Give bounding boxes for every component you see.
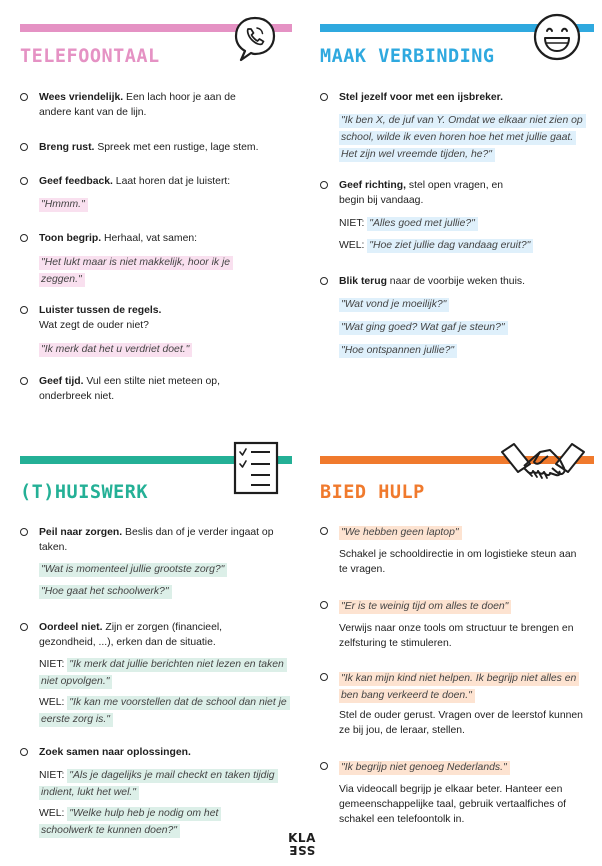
quote: "Ik ben X, de juf van Y. Omdat we elkaar niet zien op school, wilde ik even horen hoe het met jullie gaat. Het zijn wel vreemde tijden, he?" [339,114,586,162]
phone-chat-icon [232,14,278,69]
quote: "Hmmm." [39,198,88,212]
bullet-circle [20,377,28,385]
wel-label: WEL: [339,240,368,251]
niet-label: NIET: [39,659,68,670]
wel-label: WEL: [39,697,68,708]
item-text: Laat horen dat je luistert: [112,176,231,187]
item-heading: Toon begrip. [39,233,102,244]
item-heading: Luister tussen de regels. [39,305,162,316]
niet-label: NIET: [39,770,68,781]
section-title: MAAK VERBINDING [320,46,495,67]
item-heading: Peil naar zorgen. [39,527,123,538]
quote: "Hoe ziet jullie dag vandaag eruit?" [367,239,533,253]
item-text: Beslis dan of je verder ingaat op taken. [39,527,274,554]
item-text: Een lach hoor je aan de andere kant van de lijn. [39,92,236,119]
bullet-circle [20,306,28,314]
quote: "Hoe ontspannen jullie?" [339,344,457,358]
quote: "Welke hulp heb je nodig om het schoolwerk te kunnen doen?" [39,807,221,838]
quote: "Alles goed met jullie?" [367,217,478,231]
section-telefoontaal [0,0,300,430]
bullet-circle [20,528,28,536]
item-text: stel open vragen, en begin bij vandaag. [339,180,504,207]
bullet-circle [320,673,328,681]
bullet-circle [20,748,28,756]
quote: "Er is te weinig tijd om alles te doen" [339,600,511,614]
bullet-circle [20,177,28,185]
item-heading: Blik terug [339,276,387,287]
item-text: Via videocall begrijp je elkaar beter. Hanteer een gemeenschappelijke taal, gebruik vertaalfiches of schakel een telefoontolk in. [339,784,566,826]
item-heading: Stel jezelf voor met een ijsbreker. [339,92,504,103]
item-heading: Geef richting, [339,180,406,191]
bullet-circle [20,623,28,631]
item-text: Spreek met een rustige, lage stem. [94,142,259,153]
logo-top: KLA [288,831,316,845]
klasse-logo [286,832,318,856]
handshake-icon [500,438,586,501]
item-heading: Geef tijd. [39,376,84,387]
quote: "Ik merk dat jullie berichten niet lezen en taken niet opvolgen." [39,658,287,689]
bullet-circle [320,181,328,189]
item-heading: Geef feedback. [39,176,113,187]
section-thuiswerk [0,430,300,866]
section-title: (T)HUISWERK [20,482,149,503]
item-text: Verwijs naar onze tools om structuur te brengen en zelfsturing te stimuleren. [339,623,574,650]
bullet-circle [20,234,28,242]
section-title: TELEFOONTAAL [20,46,160,67]
bullet-circle [320,93,328,101]
item-text: Herhaal, vat samen: [101,233,198,244]
quote: "Wat vond je moeilijk?" [339,298,449,312]
logo-bottom: SSE [288,843,316,857]
bullet-circle [320,762,328,770]
smiley-icon [532,12,582,67]
quote: "Als je dagelijks je mail checkt en taken tijdig indient, lukt het wel." [39,769,278,800]
item-heading: Zoek samen naar oplossingen. [39,747,191,758]
item-heading: Wees vriendelijk. [39,92,124,103]
item-text: naar de voorbije weken thuis. [386,276,525,287]
item-text: Stel de ouder gerust. Vragen over de leerstof kunnen ze bij jou, de leraar, stellen. [339,710,583,737]
niet-label: NIET: [339,218,368,229]
quote: "Ik kan me voorstellen dat de school dan niet je eerste zorg is." [39,696,290,727]
quote: "Ik merk dat het u verdriet doet." [39,343,192,357]
item-text: Wat zegt de ouder niet? [39,320,149,332]
quote: "Wat is momenteel jullie grootste zorg?" [39,563,227,577]
item-text: Vul een stilte niet meteen op, onderbreek niet. [39,376,220,403]
section-bied-hulp [300,430,602,866]
item-text: Zijn er zorgen (financieel, gezondheid, ...), erken dan de situatie. [39,622,223,649]
wel-label: WEL: [39,808,68,819]
quote: "We hebben geen laptop" [339,526,462,540]
section-title: BIED HULP [320,482,425,503]
item-heading: Oordeel niet. [39,622,103,633]
item-text: Schakel je schooldirectie in om logistieke steun aan te vragen. [339,549,577,576]
bullet-circle [320,601,328,609]
checklist-icon [232,440,280,501]
item-heading: Breng rust. [39,142,95,153]
quote: "Het lukt maar is niet makkelijk, hoor ik je zeggen." [39,256,233,287]
bullet-circle [20,143,28,151]
bullet-circle [320,527,328,535]
quote: "Wat ging goed? Wat gaf je steun?" [339,321,508,335]
quote: "Ik begrijp niet genoeg Nederlands." [339,761,510,775]
quote: "Ik kan mijn kind niet helpen. Ik begrijp niet alles en ben bang verkeerd te doen." [339,672,579,703]
bullet-circle [20,93,28,101]
quote: "Hoe gaat het schoolwerk?" [39,585,172,599]
bullet-circle [320,277,328,285]
section-maak-verbinding [300,0,602,430]
